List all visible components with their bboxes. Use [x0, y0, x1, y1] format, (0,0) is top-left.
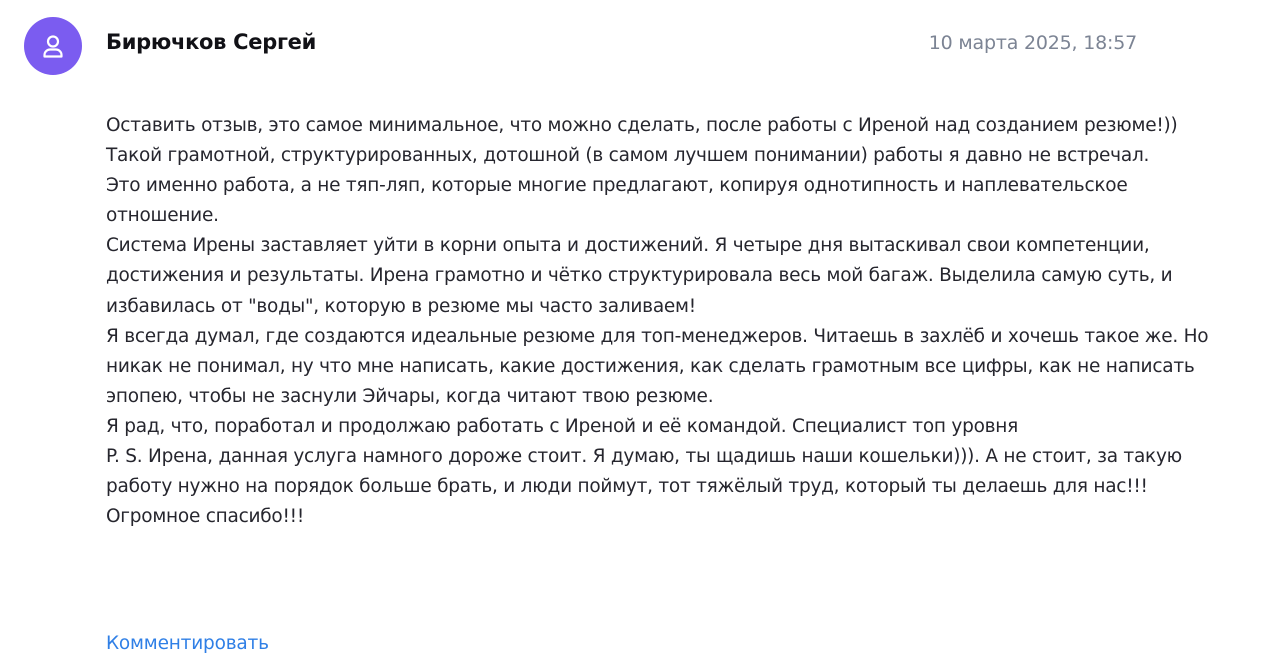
review-paragraph: P. S. Ирена, данная услуга намного дороже стоит. Я думаю, ты щадишь наши кошельки))). А не стоит, за такую работу нужно на порядок больше брать, и люди поймут, тот тяжёлый труд, который ты делаешь для нас!!! [106, 446, 1182, 498]
review-paragraph: Система Ирены заставляет уйти в корни опыта и достижений. Я четыре дня вытаскивал свои компетенции, достижения и результаты. Ирена грамотно и чётко структурировала весь мой багаж. Выделила самую суть, и избавилась от "воды", которую в резюме мы часто заливаем! [106, 235, 1173, 317]
review-paragraph: Огромное спасибо!!! [106, 506, 305, 528]
review-date: 10 марта 2025, 18:57 [928, 32, 1137, 54]
review-paragraph: Я рад, что, поработал и продолжаю работать с Иреной и её командой. Специалист топ уровня [106, 415, 1019, 437]
review-text [106, 111, 1241, 532]
review-paragraph: Такой грамотной, структурированных, дотошной (в самом лучшем понимании) работы я давно не встречал. [106, 145, 1150, 167]
user-icon [39, 32, 67, 60]
avatar [24, 17, 82, 75]
comment-link[interactable]: Комментировать [106, 633, 269, 654]
review-paragraph: Это именно работа, а не тяп-ляп, которые многие предлагают, копируя однотипность и наплевательское отношение. [106, 175, 1128, 227]
review-paragraph: Оставить отзыв, это самое минимальное, что можно сделать, после работы с Иреной над созданием резюме!)) [106, 115, 1178, 136]
review-paragraph: Я всегда думал, где создаются идеальные резюме для топ-менеджеров. Читаешь в захлёб и хочешь такое же. Но никак не понимал, ну что мне написать, какие достижения, как сделать грамотным все цифры, как не написать эпопею, чтобы не заснули Эйчары, когда читают твою резюме. [106, 325, 1209, 407]
author-name: Бирючков Сергей [106, 30, 316, 54]
